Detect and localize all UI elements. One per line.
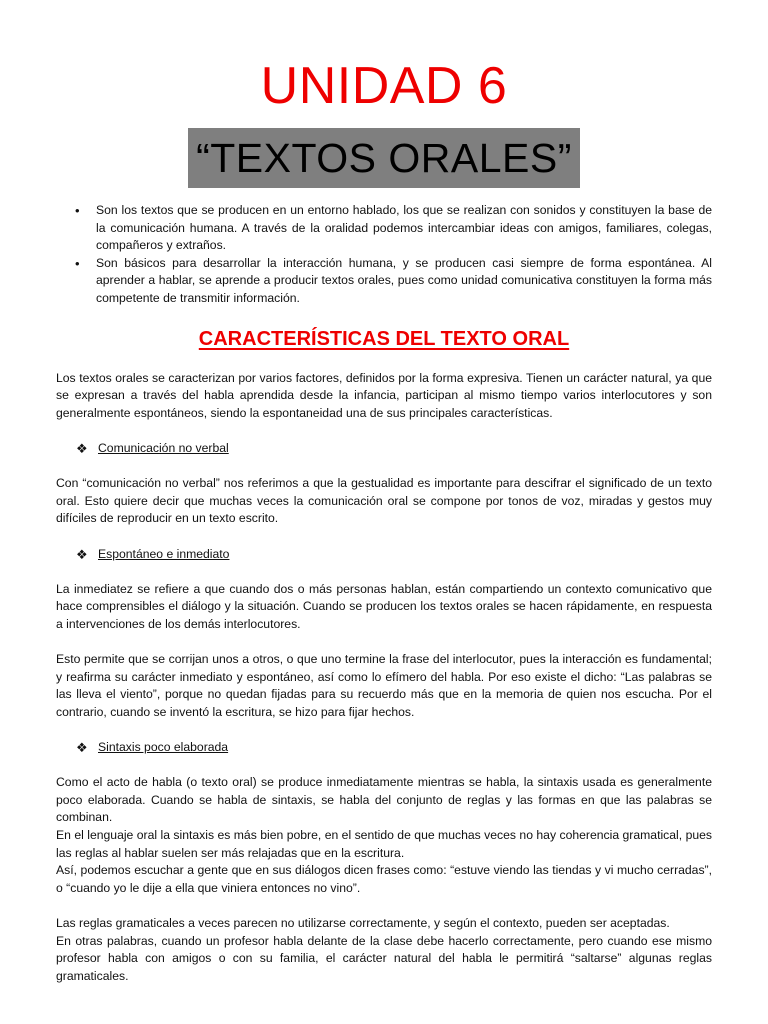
bullet-text: Son básicos para desarrollar la interacción humana, y se producen casi siempre de forma espontánea. Al aprender a hablar, se aprende a producir textos orales, pues como unidad comunicativa constituyen la forma más competente de transmitir información.: [96, 255, 712, 305]
bullet-dot-icon: •: [75, 255, 80, 271]
paragraph: En otras palabras, cuando un profesor habla delante de la clase debe hacerlo correctamente, pero cuando ese mismo profesor habla con amigos o con su familia, el carácter natural del habla le permitirá “saltarse” algunas reglas gramaticales.: [56, 933, 712, 983]
intro-bullet-list: [56, 202, 712, 308]
subtitle-container: [56, 128, 712, 190]
subheading: [56, 546, 712, 564]
subheading-label: Espontáneo e inmediato: [98, 546, 230, 561]
section-title: CARACTERÍSTICAS DEL TEXTO ORAL: [198, 327, 570, 350]
diamond-bullet-icon: ❖: [76, 740, 88, 756]
subheading-label: Sintaxis poco elaborada: [98, 740, 229, 755]
unit-title: UNIDAD 6: [260, 57, 508, 115]
intro-paragraph: Los textos orales se caracterizan por varios factores, definidos por la forma expresiva. Tienen un carácter natural, ya que se expresan a través del habla aprendida desde la infancia, participan al mismo tiempo varios interlocutores y son generalmente espontáneos, siendo la espontaneidad una de sus principales características.: [56, 370, 712, 420]
bullet-dot-icon: •: [75, 203, 80, 218]
paragraph: En el lenguaje oral la sintaxis es más bien pobre, en el sentido de que muchas veces no hay coherencia gramatical, pues las reglas al hablar suelen ser más relajadas que en la escritura.: [56, 828, 712, 860]
bullet-text: Son los textos que se producen en un entorno hablado, los que se realizan con sonidos y constituyen la base de la comunicación humana. A través de la oralidad podemos intercambiar ideas con amigos, familiares, colegas, compañeros y extraños.: [96, 203, 712, 253]
diamond-bullet-icon: ❖: [76, 546, 88, 562]
bullet-item: [56, 202, 712, 255]
subheading-label: Comunicación no verbal: [98, 440, 229, 455]
subheading: [56, 739, 712, 757]
bullet-item: [56, 255, 712, 308]
paragraph: Así, podemos escuchar a gente que en sus diálogos dicen frases como: “estuve viendo las tiendas y vi mucho cerradas”, o “cuando yo le dije a ella que viniera entonces no vino”.: [56, 863, 712, 895]
subheading: [56, 440, 712, 458]
paragraph: Las reglas gramaticales a veces parecen no utilizarse correctamente, y según el contexto, pueden ser aceptadas.: [56, 915, 670, 930]
diamond-bullet-icon: ❖: [76, 440, 88, 456]
paragraph: Esto permite que se corrijan unos a otros, o que uno termine la frase del interlocutor, pues la interacción es fundamental; y reafirma su carácter inmediato y espontáneo, así como lo efímero del habla. Por eso existe el dicho: “Las palabras se las lleva el viento”, porque no quedan fijadas para su recuerdo más que en la memoria de quien nos escucha. Por el contrario, cuando se inventó la escritura, se hizo para fijar hechos.: [56, 652, 712, 719]
subtitle-highlighted: “TEXTOS ORALES”: [188, 128, 580, 188]
paragraph: Como el acto de habla (o texto oral) se produce inmediatamente mientras se habla, la sintaxis usada es generalmente poco elaborada. Cuando se habla de sintaxis, se habla del conjunto de reglas y las formas en que las palabras se combinan.: [56, 775, 712, 825]
paragraph: La inmediatez se refiere a que cuando dos o más personas hablan, están compartiendo un contexto comunicativo que hace comprensibles el diálogo y la situación. Cuando se producen los textos orales se hacen rápidamente, en respuesta a intervenciones de los demás interlocutores.: [56, 581, 712, 631]
paragraph: Con “comunicación no verbal” nos referimos a que la gestualidad es importante para descifrar el significado de un texto oral. Esto quiere decir que muchas veces la comunicación oral se compone por tonos de voz, miradas y gestos muy difíciles de reproducir en un texto escrito.: [56, 476, 712, 526]
